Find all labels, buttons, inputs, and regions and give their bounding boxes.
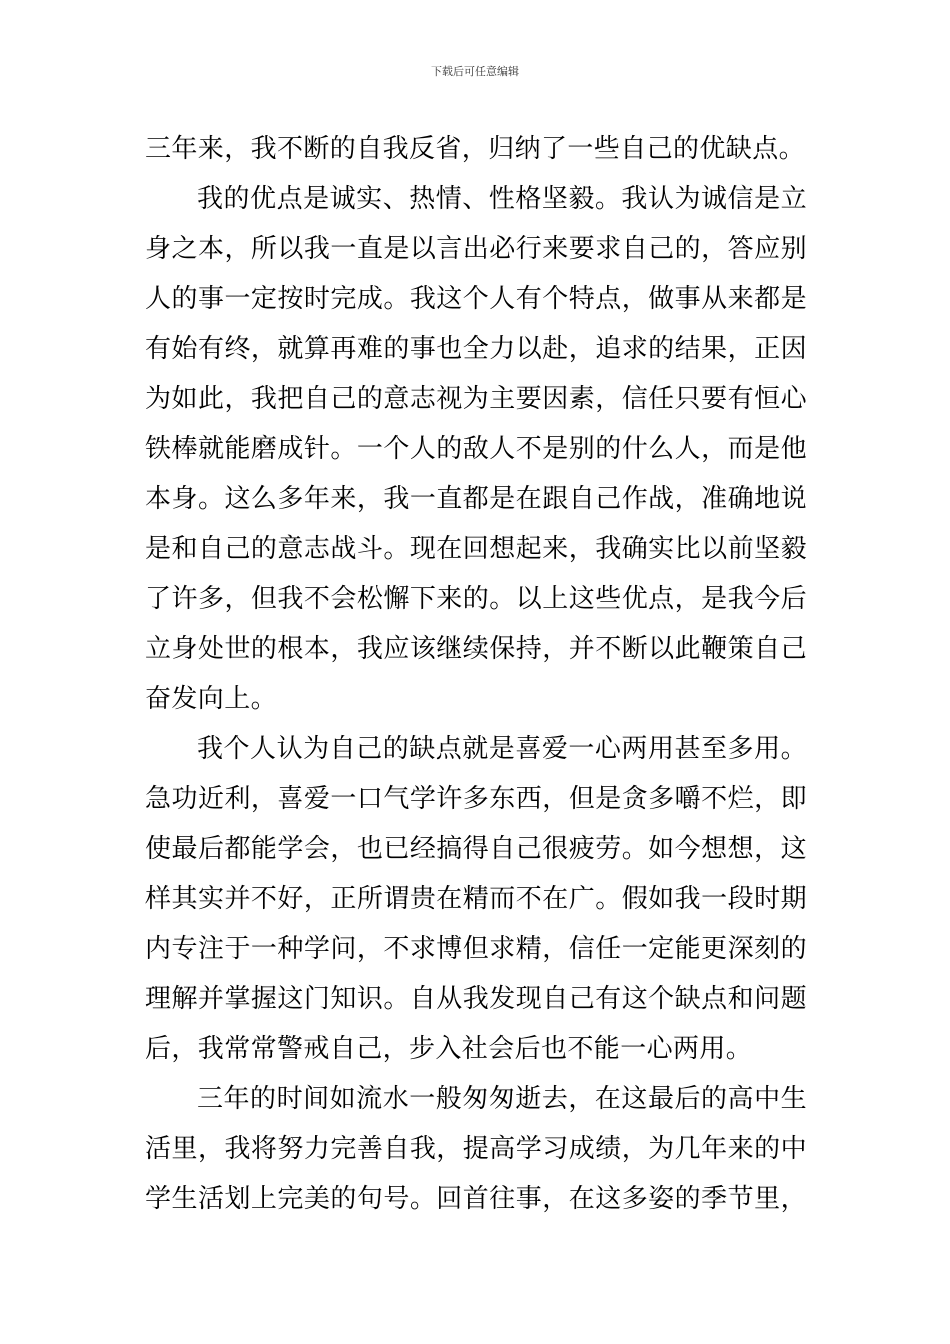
text-line: 了许多，但我不会松懈下来的。以上这些优点，是我今后 xyxy=(145,584,807,614)
text-line: 三年的时间如流水一般匆匆逝去，在这最后的高中生 xyxy=(197,1084,807,1114)
text-line: 本身。这么多年来，我一直都是在跟自己作战，准确地说 xyxy=(145,484,807,514)
text-line: 活里，我将努力完善自我，提高学习成绩，为几年来的中 xyxy=(145,1134,807,1164)
text-line: 立身处世的根本，我应该继续保持，并不断以此鞭策自己 xyxy=(145,634,807,664)
text-line: 急功近利，喜爱一口气学许多东西，但是贪多嚼不烂，即 xyxy=(145,784,807,814)
text-line: 是和自己的意志战斗。现在回想起来，我确实比以前坚毅 xyxy=(145,534,807,564)
text-line: 三年来，我不断的自我反省，归纳了一些自己的优缺点。 xyxy=(145,134,806,164)
text-line: 后，我常常警戒自己，步入社会后也不能一心两用。 xyxy=(145,1034,753,1064)
document-body xyxy=(145,124,807,1224)
text-line: 我的优点是诚实、热情、性格坚毅。我认为诚信是立 xyxy=(197,184,807,214)
text-line: 理解并掌握这门知识。自从我发现自己有这个缺点和问题 xyxy=(145,984,807,1014)
text-line: 铁棒就能磨成针。一个人的敌人不是别的什么人，而是他 xyxy=(145,434,807,464)
text-line: 学生活划上完美的句号。回首往事，在这多姿的季节里， xyxy=(145,1184,807,1214)
text-line: 样其实并不好，正所谓贵在精而不在广。假如我一段时期 xyxy=(145,884,807,914)
text-line: 内专注于一种学问，不求博但求精，信任一定能更深刻的 xyxy=(145,934,807,964)
text-line: 有始有终，就算再难的事也全力以赴，追求的结果，正因 xyxy=(145,334,807,364)
text-line: 人的事一定按时完成。我这个人有个特点，做事从来都是 xyxy=(145,284,807,314)
text-line: 我个人认为自己的缺点就是喜爱一心两用甚至多用。 xyxy=(197,734,807,764)
text-line: 为如此，我把自己的意志视为主要因素，信任只要有恒心 xyxy=(145,384,807,414)
text-line: 使最后都能学会，也已经搞得自己很疲劳。如今想想，这 xyxy=(145,834,807,864)
text-line: 奋发向上。 xyxy=(145,684,278,714)
page-header: 下载后可任意编辑 xyxy=(431,65,519,78)
text-line: 身之本，所以我一直是以言出必行来要求自己的，答应别 xyxy=(145,234,807,264)
